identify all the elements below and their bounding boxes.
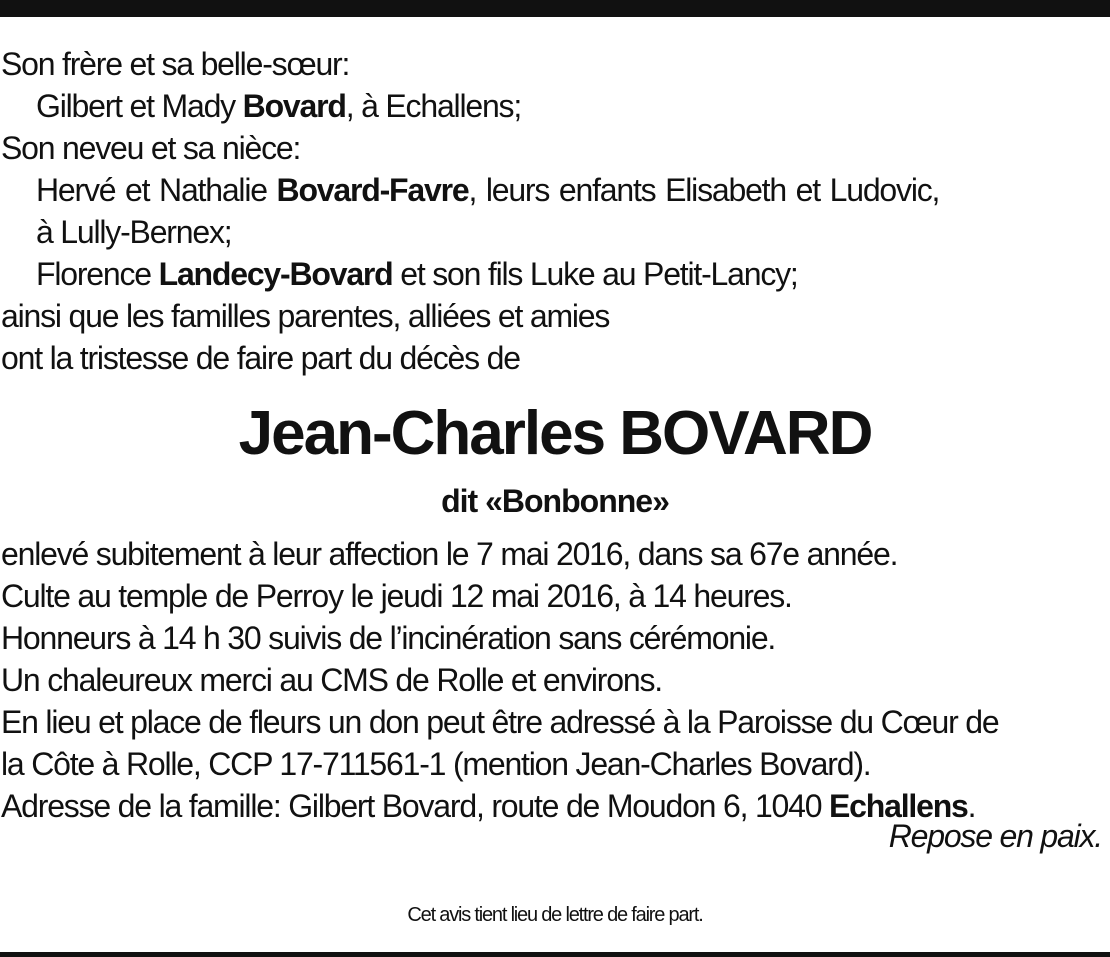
detail-line-4: Un chaleureux merci au CMS de Rolle et environs. bbox=[1, 662, 662, 698]
address-text: Adresse de la famille: Gilbert Bovard, route de Moudon 6, 1040 bbox=[1, 788, 830, 824]
announce-line: ont la tristesse de faire part du décès de bbox=[1, 340, 520, 376]
deceased-name: Jean-Charles BOVARD bbox=[238, 399, 872, 468]
brother-names: Gilbert et Mady bbox=[36, 88, 243, 124]
address-end: . bbox=[967, 788, 976, 824]
niece-surname: Landecy-Bovard bbox=[158, 256, 393, 292]
detail-line-2: Culte au temple de Perroy le jeudi 12 mai 2016, à 14 heures. bbox=[1, 578, 792, 614]
brother-surname: Bovard bbox=[242, 88, 346, 124]
nephew-place: à Lully-Bernex; bbox=[36, 214, 232, 250]
bottom-rule bbox=[0, 952, 1110, 957]
detail-line-3: Honneurs à 14 h 30 suivis de l’incinération sans cérémonie. bbox=[1, 620, 776, 656]
nephew-line bbox=[36, 169, 939, 211]
closing-note: Cet avis tient lieu de lettre de faire part. bbox=[407, 904, 703, 926]
detail-line-6: la Côte à Rolle, CCP 17-711561-1 (mention Jean-Charles Bovard). bbox=[1, 746, 871, 782]
brother-line bbox=[36, 85, 521, 127]
niece-son: et son fils Luke au Petit-Lancy; bbox=[392, 256, 798, 292]
nephew-names: Hervé et Nathalie bbox=[36, 172, 277, 208]
brother-place: , à Echallens; bbox=[345, 88, 522, 124]
address-line bbox=[1, 785, 975, 827]
rest-in-peace: Repose en paix. bbox=[888, 818, 1102, 854]
brother-heading: Son frère et sa belle-sœur: bbox=[1, 46, 350, 82]
detail-line-1: enlevé subitement à leur affection le 7 mai 2016, dans sa 67e année. bbox=[1, 536, 898, 572]
detail-line-5: En lieu et place de fleurs un don peut être adressé à la Paroisse du Cœur de bbox=[1, 704, 999, 740]
relatives-line: ainsi que les familles parentes, alliées et amies bbox=[1, 298, 610, 334]
nephew-children: , leurs enfants Elisabeth et Ludovic, bbox=[468, 172, 940, 208]
deceased-nickname: dit «Bonbonne» bbox=[441, 483, 669, 519]
niece-name: Florence bbox=[36, 256, 159, 292]
address-city: Echallens bbox=[829, 788, 968, 824]
nephew-heading: Son neveu et sa nièce: bbox=[1, 130, 301, 166]
nephew-surname: Bovard-Favre bbox=[276, 172, 469, 208]
niece-line bbox=[36, 253, 798, 295]
